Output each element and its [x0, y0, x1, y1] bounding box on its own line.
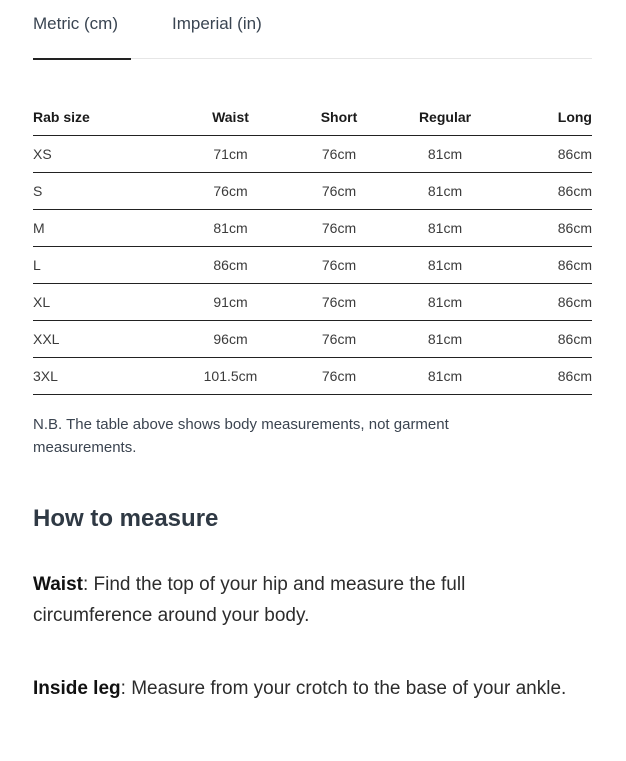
cell-regular: 81cm	[385, 247, 505, 284]
cell-short: 76cm	[293, 247, 385, 284]
cell-long: 86cm	[505, 358, 592, 395]
waist-label: Waist	[33, 574, 83, 595]
cell-long: 86cm	[505, 284, 592, 321]
cell-long: 86cm	[505, 321, 592, 358]
cell-size: 3XL	[33, 358, 168, 395]
size-table	[33, 99, 592, 395]
cell-size: XXL	[33, 321, 168, 358]
table-row	[33, 358, 592, 395]
cell-regular: 81cm	[385, 136, 505, 173]
cell-regular: 81cm	[385, 321, 505, 358]
cell-regular: 81cm	[385, 173, 505, 210]
cell-waist: 71cm	[168, 136, 293, 173]
cell-short: 76cm	[293, 284, 385, 321]
cell-waist: 101.5cm	[168, 358, 293, 395]
cell-size: L	[33, 247, 168, 284]
header-regular: Regular	[385, 99, 505, 136]
cell-long: 86cm	[505, 210, 592, 247]
cell-size: XS	[33, 136, 168, 173]
cell-short: 76cm	[293, 321, 385, 358]
header-waist: Waist	[168, 99, 293, 136]
table-row	[33, 321, 592, 358]
cell-short: 76cm	[293, 136, 385, 173]
header-rab-size: Rab size	[33, 99, 168, 136]
tab-metric[interactable]: Metric (cm)	[33, 14, 131, 60]
cell-waist: 91cm	[168, 284, 293, 321]
table-header-row	[33, 99, 592, 136]
header-long: Long	[505, 99, 592, 136]
cell-long: 86cm	[505, 173, 592, 210]
cell-short: 76cm	[293, 210, 385, 247]
cell-waist: 76cm	[168, 173, 293, 210]
table-row	[33, 210, 592, 247]
how-to-measure-heading: How to measure	[33, 505, 219, 532]
measurement-note: N.B. The table above shows body measurements, not garment measurements.	[33, 416, 449, 456]
waist-instruction	[33, 569, 573, 631]
cell-short: 76cm	[293, 173, 385, 210]
cell-regular: 81cm	[385, 210, 505, 247]
cell-waist: 96cm	[168, 321, 293, 358]
cell-size: XL	[33, 284, 168, 321]
inside-leg-label: Inside leg	[33, 678, 121, 699]
cell-waist: 81cm	[168, 210, 293, 247]
waist-text: : Find the top of your hip and measure the full circumference around your body.	[33, 574, 466, 626]
unit-tabs	[33, 0, 592, 59]
cell-regular: 81cm	[385, 284, 505, 321]
cell-long: 86cm	[505, 136, 592, 173]
cell-size: M	[33, 210, 168, 247]
cell-regular: 81cm	[385, 358, 505, 395]
table-row	[33, 284, 592, 321]
cell-long: 86cm	[505, 247, 592, 284]
table-row	[33, 247, 592, 284]
inside-leg-instruction	[33, 673, 573, 704]
table-row	[33, 173, 592, 210]
cell-short: 76cm	[293, 358, 385, 395]
inside-leg-text: : Measure from your crotch to the base of your ankle.	[120, 678, 567, 699]
header-short: Short	[293, 99, 385, 136]
table-row	[33, 136, 592, 173]
cell-size: S	[33, 173, 168, 210]
cell-waist: 86cm	[168, 247, 293, 284]
tab-imperial[interactable]: Imperial (in)	[172, 14, 262, 33]
